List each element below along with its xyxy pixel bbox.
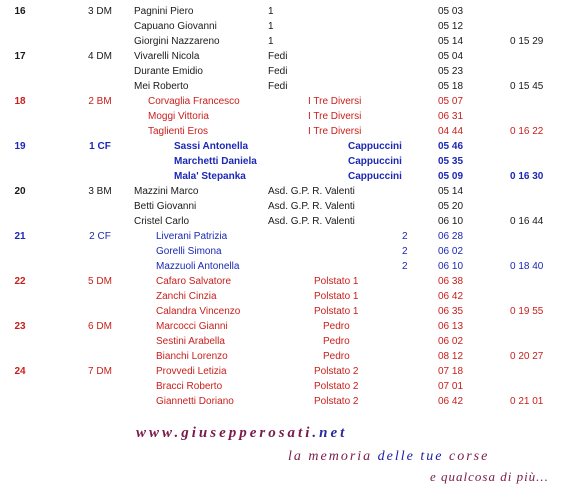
- table-row: [0, 334, 569, 349]
- team-cell: I Tre Diversi: [308, 96, 362, 107]
- team-cell: Cappuccini: [348, 171, 402, 182]
- table-row: [0, 139, 569, 154]
- table-row: [0, 214, 569, 229]
- table-row: [0, 4, 569, 19]
- table-row: [0, 244, 569, 259]
- position-cell: 19: [14, 141, 26, 152]
- team-cell: Polstato 1: [314, 306, 359, 317]
- split-time-cell: 07 18: [438, 366, 464, 377]
- split-time-cell: 06 10: [438, 216, 464, 227]
- table-row: [0, 349, 569, 364]
- position-cell: 21: [14, 231, 26, 242]
- total-time-cell: 0 19 55: [510, 306, 544, 317]
- athlete-name-cell: Capuano Giovanni: [134, 21, 217, 32]
- team-cell: Polstato 2: [314, 381, 359, 392]
- team-cell: Polstato 2: [314, 396, 359, 407]
- athlete-name-cell: Provvedi Letizia: [156, 366, 227, 377]
- team-cell: Asd. G.P. R. Valenti: [268, 186, 355, 197]
- split-time-cell: 05 03: [438, 6, 464, 17]
- athlete-name-cell: Giannetti Doriano: [156, 396, 234, 407]
- athlete-name-cell: Mei Roberto: [134, 81, 189, 92]
- athlete-name-cell: Betti Giovanni: [134, 201, 197, 212]
- table-row: [0, 94, 569, 109]
- split-time-cell: 08 12: [438, 351, 464, 362]
- split-time-cell: 06 31: [438, 111, 464, 122]
- athlete-name-cell: Cristel Carlo: [134, 216, 190, 227]
- athlete-name-cell: Durante Emidio: [134, 66, 203, 77]
- table-row: [0, 154, 569, 169]
- category-cell: 1 CF: [89, 141, 111, 152]
- team-cell: 2: [402, 231, 408, 242]
- position-cell: 23: [14, 321, 26, 332]
- team-cell: I Tre Diversi: [308, 111, 362, 122]
- athlete-name-cell: Taglienti Eros: [148, 126, 209, 137]
- team-cell: 2: [402, 246, 408, 257]
- table-row: [0, 109, 569, 124]
- team-cell: 1: [268, 6, 274, 17]
- split-time-cell: 05 07: [438, 96, 464, 107]
- site-tagline: [288, 449, 489, 465]
- split-time-cell: 05 20: [438, 201, 464, 212]
- athlete-name-cell: Marcocci Gianni: [156, 321, 228, 332]
- split-time-cell: 06 10: [438, 261, 464, 272]
- split-time-cell: 05 09: [438, 171, 464, 182]
- position-cell: 17: [14, 51, 26, 62]
- split-time-cell: 05 14: [438, 36, 464, 47]
- table-row: [0, 199, 569, 214]
- athlete-name-cell: Mala' Stepanka: [174, 171, 246, 182]
- athlete-name-cell: Sestini Arabella: [156, 336, 225, 347]
- athlete-name-cell: Marchetti Daniela: [174, 156, 257, 167]
- url-part-www: www: [136, 425, 175, 441]
- total-time-cell: 0 16 30: [510, 171, 544, 182]
- team-cell: Pedro: [323, 351, 350, 362]
- category-cell: 4 DM: [88, 51, 112, 62]
- table-row: [0, 184, 569, 199]
- table-row: [0, 79, 569, 94]
- team-cell: Fedi: [268, 81, 288, 92]
- table-row: [0, 34, 569, 49]
- total-time-cell: 0 16 22: [510, 126, 544, 137]
- category-cell: 7 DM: [88, 366, 112, 377]
- table-row: [0, 274, 569, 289]
- table-row: [0, 379, 569, 394]
- athlete-name-cell: Pagnini Piero: [134, 6, 194, 17]
- split-time-cell: 05 14: [438, 186, 464, 197]
- position-cell: 24: [14, 366, 26, 377]
- table-row: [0, 64, 569, 79]
- total-time-cell: 0 21 01: [510, 396, 544, 407]
- athlete-name-cell: Giorgini Nazzareno: [134, 36, 220, 47]
- table-row: [0, 229, 569, 244]
- team-cell: Pedro: [323, 321, 350, 332]
- split-time-cell: 05 04: [438, 51, 464, 62]
- total-time-cell: 0 18 40: [510, 261, 544, 272]
- split-time-cell: 05 12: [438, 21, 464, 32]
- table-row: [0, 49, 569, 64]
- split-time-cell: 05 18: [438, 81, 464, 92]
- team-cell: 2: [402, 261, 408, 272]
- split-time-cell: 06 35: [438, 306, 464, 317]
- tagline-part-3: corse: [448, 449, 490, 464]
- table-row: [0, 259, 569, 274]
- athlete-name-cell: Mazzuoli Antonella: [156, 261, 240, 272]
- team-cell: 1: [268, 21, 274, 32]
- url-part-domain: .giusepperosati: [174, 425, 313, 441]
- url-part-tld: .net: [312, 425, 348, 441]
- split-time-cell: 06 38: [438, 276, 464, 287]
- split-time-cell: 05 35: [438, 156, 464, 167]
- table-row: [0, 304, 569, 319]
- category-cell: 3 DM: [88, 6, 112, 17]
- split-time-cell: 04 44: [438, 126, 464, 137]
- table-row: [0, 364, 569, 379]
- team-cell: I Tre Diversi: [308, 126, 362, 137]
- position-cell: 16: [14, 6, 26, 17]
- team-cell: Fedi: [268, 66, 288, 77]
- table-row: [0, 19, 569, 34]
- team-cell: Cappuccini: [348, 156, 402, 167]
- athlete-name-cell: Vivarelli Nicola: [134, 51, 200, 62]
- split-time-cell: 06 02: [438, 246, 464, 257]
- total-time-cell: 0 16 44: [510, 216, 544, 227]
- category-cell: 2 BM: [88, 96, 112, 107]
- split-time-cell: 06 28: [438, 231, 464, 242]
- athlete-name-cell: Liverani Patrizia: [156, 231, 228, 242]
- team-cell: Polstato 2: [314, 366, 359, 377]
- athlete-name-cell: Sassi Antonella: [174, 141, 249, 152]
- position-cell: 18: [14, 96, 26, 107]
- team-cell: Polstato 1: [314, 276, 359, 287]
- split-time-cell: 06 02: [438, 336, 464, 347]
- athlete-name-cell: Gorelli Simona: [156, 246, 222, 257]
- table-row: [0, 124, 569, 139]
- athlete-name-cell: Mazzini Marco: [134, 186, 199, 197]
- table-row: [0, 169, 569, 184]
- site-tagline-sub: e qualcosa di più...: [430, 469, 549, 484]
- tagline-part-2: delle tue: [377, 449, 444, 464]
- position-cell: 22: [14, 276, 26, 287]
- athlete-name-cell: Cafaro Salvatore: [156, 276, 232, 287]
- total-time-cell: 0 15 29: [510, 36, 544, 47]
- team-cell: Pedro: [323, 336, 350, 347]
- split-time-cell: 06 42: [438, 396, 464, 407]
- table-row: [0, 289, 569, 304]
- total-time-cell: 0 15 45: [510, 81, 544, 92]
- team-cell: Asd. G.P. R. Valenti: [268, 216, 355, 227]
- team-cell: Cappuccini: [348, 141, 402, 152]
- split-time-cell: 06 42: [438, 291, 464, 302]
- category-cell: 3 BM: [88, 186, 112, 197]
- split-time-cell: 06 13: [438, 321, 464, 332]
- team-cell: Asd. G.P. R. Valenti: [268, 201, 355, 212]
- table-row: [0, 319, 569, 334]
- category-cell: 6 DM: [88, 321, 112, 332]
- position-cell: 20: [14, 186, 26, 197]
- site-url[interactable]: [136, 425, 347, 442]
- split-time-cell: 05 23: [438, 66, 464, 77]
- athlete-name-cell: Bianchi Lorenzo: [156, 351, 228, 362]
- athlete-name-cell: Zanchi Cinzia: [156, 291, 217, 302]
- athlete-name-cell: Corvaglia Francesco: [148, 96, 240, 107]
- category-cell: 5 DM: [88, 276, 112, 287]
- athlete-name-cell: Calandra Vincenzo: [156, 306, 241, 317]
- split-time-cell: 05 46: [438, 141, 464, 152]
- team-cell: Polstato 1: [314, 291, 359, 302]
- category-cell: 2 CF: [89, 231, 111, 242]
- team-cell: 1: [268, 36, 274, 47]
- athlete-name-cell: Moggi Vittoria: [148, 111, 209, 122]
- athlete-name-cell: Bracci Roberto: [156, 381, 223, 392]
- table-row: [0, 394, 569, 409]
- split-time-cell: 07 01: [438, 381, 464, 392]
- tagline-part-1: la memoria: [288, 449, 373, 464]
- total-time-cell: 0 20 27: [510, 351, 544, 362]
- team-cell: Fedi: [268, 51, 288, 62]
